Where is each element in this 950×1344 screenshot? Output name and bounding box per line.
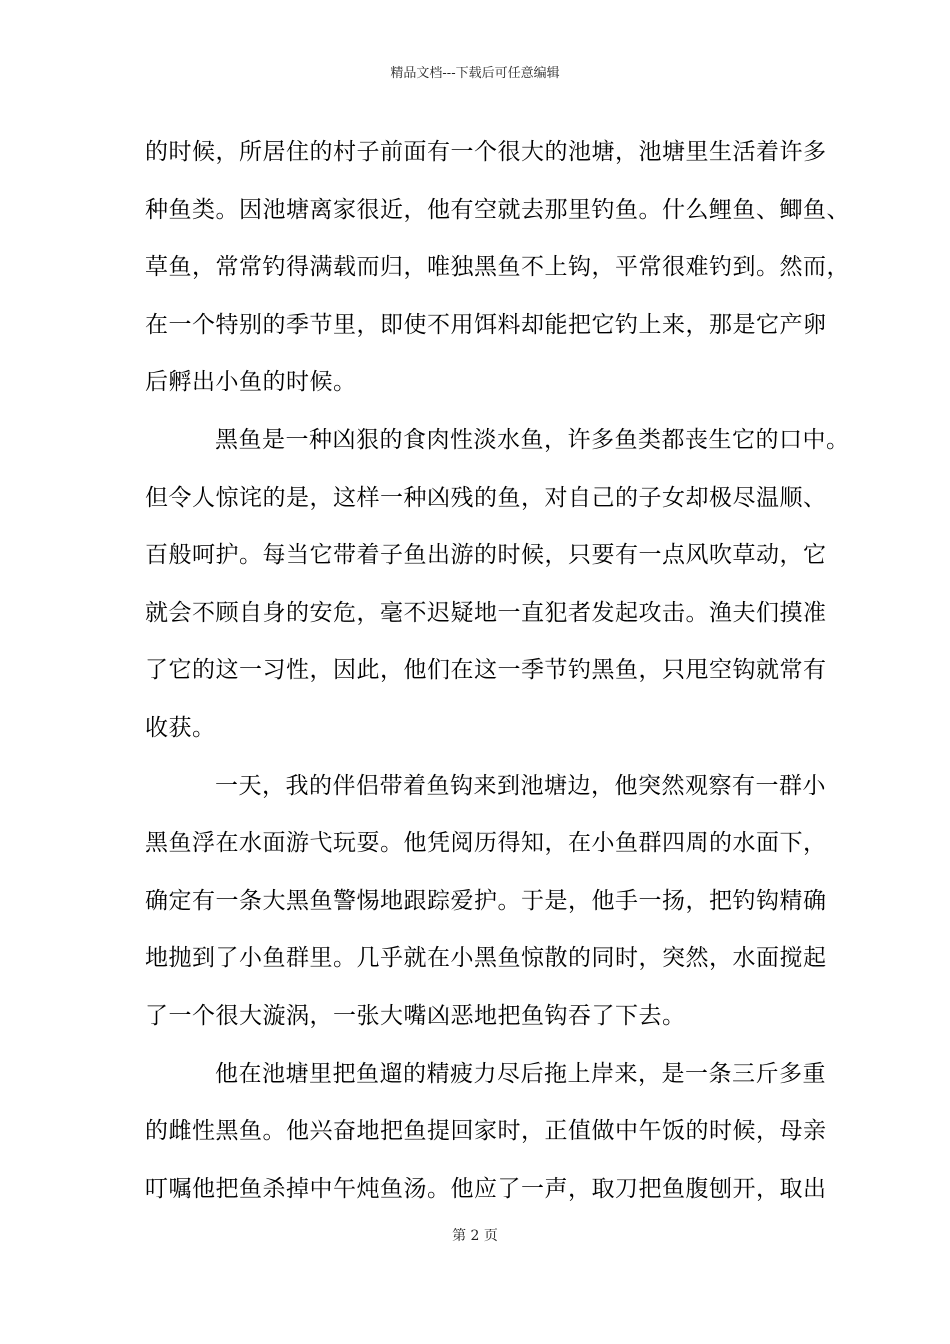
text-line: 确定有一条大黑鱼警惕地跟踪爱护。于是，他手一扬，把钓钩精确 [145,887,827,914]
text-line: 黑鱼浮在水面游弋玩耍。他凭阅历得知，在小鱼群四周的水面下， [145,830,827,857]
page-header: 精品文档---下载后可任意编辑 [390,66,560,81]
text-line: 百般呵护。每当它带着子鱼出游的时候，只要有一点风吹草动，它 [145,542,827,569]
text-line: 的时候，所居住的村子前面有一个很大的池塘，池塘里生活着许多 [145,139,827,165]
text-line: 草鱼，常常钓得满载而归，唯独黑鱼不上钩，平常很难钓到。然而， [145,254,850,281]
document-body [145,124,850,1218]
paragraph-first-line: 一天，我的伴侣带着鱼钩来到池塘边，他突然观察有一群小 [215,772,826,799]
paragraph-first-line: 黑鱼是一种凶狠的食肉性淡水鱼，许多鱼类都丧生它的口中。 [215,426,850,453]
text-line: 就会不顾自身的安危，毫不迟疑地一直犯者发起攻击。渔夫们摸准 [145,599,827,626]
page-number: 第 2 页 [452,1228,498,1244]
text-line: 的雌性黑鱼。他兴奋地把鱼提回家时，正值做中午饭的时候，母亲 [145,1118,827,1145]
text-line: 后孵出小鱼的时候。 [145,369,357,396]
text-line: 在一个特别的季节里，即使不用饵料却能把它钓上来，那是它产卵 [145,311,827,338]
text-line: 了它的这一习性，因此，他们在这一季节钓黑鱼，只甩空钩就常有 [145,657,827,684]
text-line: 叮嘱他把鱼杀掉中午炖鱼汤。他应了一声，取刀把鱼腹刨开，取出 [145,1175,827,1202]
text-line: 但令人惊诧的是，这样一种凶残的鱼，对自己的子女却极尽温顺、 [145,484,827,511]
text-line: 种鱼类。因池塘离家很近，他有空就去那里钓鱼。什么鲤鱼、鲫鱼、 [145,196,850,223]
text-line: 地抛到了小鱼群里。几乎就在小黑鱼惊散的同时，突然，水面搅起 [145,945,827,972]
paragraph-first-line: 他在池塘里把鱼遛的精疲力尽后拖上岸来，是一条三斤多重 [215,1060,826,1087]
text-line: 了一个很大漩涡，一张大嘴凶恶地把鱼钩吞了下去。 [145,1002,686,1029]
text-line: 收获。 [145,714,216,741]
